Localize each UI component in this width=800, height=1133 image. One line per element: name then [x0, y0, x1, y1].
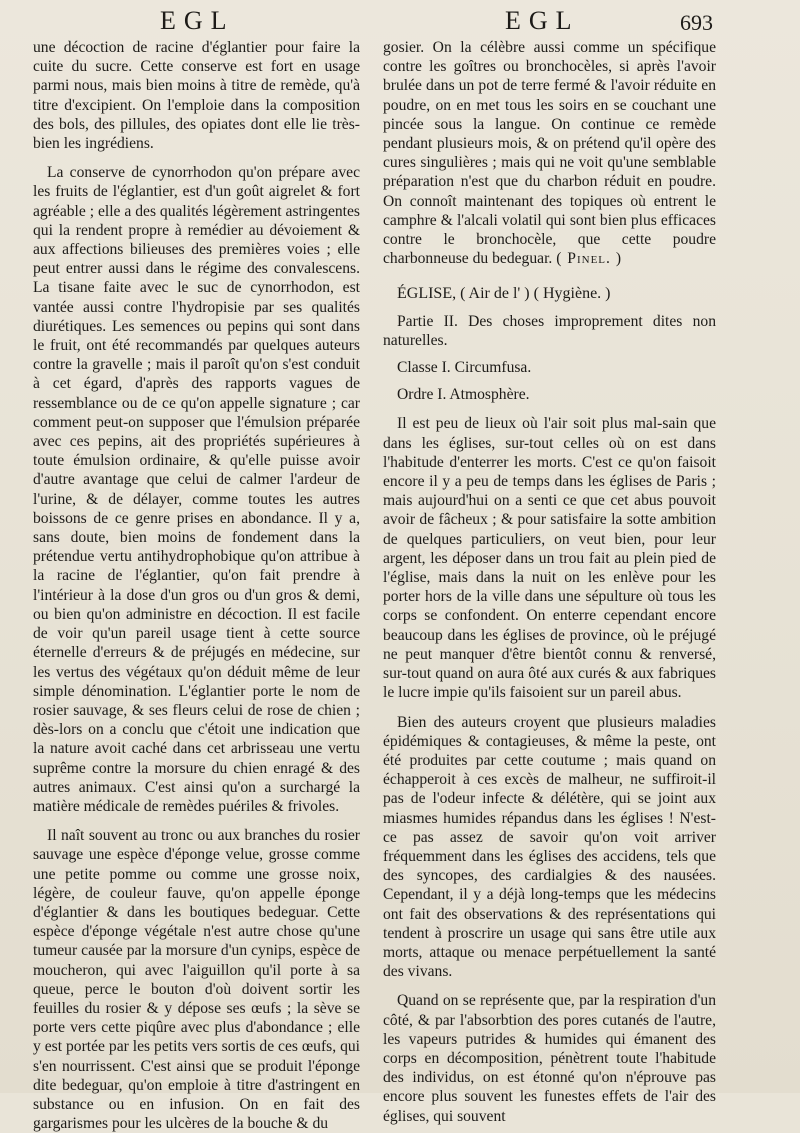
left-paragraph-2: La conserve de cynorrhodon qu'on prépare avec les fruits de l'églantier, est d'un goût aigrelet & fort agréable ; elle a des qualités légèrement astringentes qui la rendent propre à remédier au dévoiement & aux affections bilieuses des premières voies ; elle peut entrer aussi dans le régime des convalescens. La tisane faite avec le suc de cynorrhodon, est vantée aussi contre l'hydropisie par ses qualités diurétiques. Les semences ou pepins qui sont dans le fruit, ont été recommandés par quelques auteurs contre la gravelle ; mais il paroît qu'on s'est conduit à cet égard, d'après des rapports vagues de ressemblance ou de ce qu'on appelle signature ; car comment peut-on supposer que l'émulsion préparée avec ces pepins, ait des propriétés supérieures à toute émulsion ordinaire, & qu'elle puisse avoir d'autre avantage que celui de calmer l'ardeur de l'urine, & de délayer, comme toutes les autres boissons de ce genre prises en abondance. Il y a, sans doute, bien moins de fondement dans la prétendue vertu antihydrophobique qu'on attribue à la racine de l'églantier, qu'on fait prendre à l'intérieur à la dose d'un gros ou d'un gros & demi, ou bien qu'on administre en décoction. Il est facile de voir qu'un pareil usage tient à cette source éternelle d'erreurs & de préjugés en médecine, sur les vertus des végétaux qu'on déduit même de leur simple dénomination. L'églantier porte le nom de rosier sauvage, & ses fleurs celui de rose de chien ; dès-lors on a conclu que c'étoit une indication que la nature avoit caché dans cet arbrisseau une vertu suprême contre la morsure du chien enragé & des autres animaux. C'est ainsi qu'on a surchargé la matière médicale de remèdes puériles & frivoles. [33, 164, 360, 815]
left-paragraph-3: Il naît souvent au tronc ou aux branches du rosier sauvage une espèce d'éponge velue, grosse comme une petite pomme ou comme une grosse noix, légère, de couleur fauve, qu'on appelle éponge d'églantier & dans les boutiques bedeguar. Cette espèce d'éponge végétale n'est autre chose qu'une tumeur causée par la morsure d'un cynips, espèce de moucheron, qui avec l'aiguillon qu'il porte à sa queue, perce le bouton d'où doivent sortir les feuilles du rosier & y dépose ses œufs ; la sève se porte vers cette piqûre avec plus d'abondance ; elle y est portée par les petits vers sortis de ces œufs, qui s'en nourrissent. C'est ainsi que se produit l'éponge dite bedeguar, qu'on emploie à titre d'astringent en substance ou en infusion. On en fait des gargarismes pour les ulcères de la bouche & du [33, 827, 360, 1133]
left-column [33, 38, 360, 1133]
right-paragraph-4: Quand on se représente que, par la respiration d'un côté, & par l'absorbtion des pores cutanés de l'autre, les vapeurs putrides & humides qui émanent des corps en décomposition, pénètrent toute l'habitude des individus, on est étonné qu'on n'éprouve pas encore plus souvent les funestes effets de l'air des églises, qui souvent [383, 992, 716, 1125]
running-head-left: EGL [160, 6, 235, 35]
right-column [383, 38, 716, 1126]
left-paragraph-1: une décoction de racine d'églantier pour faire la cuite du sucre. Cette conserve est fort en usage parmi nous, mais bien moins à titre de remède, qu'à titre d'excipient. On l'emploie dans la composition des bols, des pillules, des opiates dont elle lie très-bien les ingrédiens. [33, 39, 360, 153]
section-ordre: Ordre I. Atmosphère. [397, 386, 530, 404]
section-classe: Classe I. Circumfusa. [397, 359, 532, 377]
right-paragraph-1-text: gosier. On la célèbre aussi comme un spécifique contre les goîtres ou bronchocèles, si après l'avoir brulée dans un pot de terre fermé & l'avoir réduite en poudre, on en met tous les soirs en se couchant une pincée sous la langue. On continue ce remède pendant plusieurs mois, & on prétend qu'il opère des cures singulières ; mais qui ne voit qu'une semblable préparation n'est que du charbon réduit en poudre. On connoît maintenant des topiques où entrent le camphre & l'alcali volatil qui sont bien plus efficaces contre le bronchocèle, que cette poudre charbonneuse du bedeguar. [383, 39, 716, 268]
right-paragraph-3: Bien des auteurs croyent que plusieurs maladies épidémiques & contagieuses, & même la peste, ont été produites par cette coutume ; mais quand on échapperoit à ces excès de malheur, ne suffiroit-il pas de l'odeur infecte & délétère, qui se joint aux miasmes humides répandus dans les églises ! N'est-ce pas assez de savoir qu'on voit arriver fréquemment dans les églises des accidens, tels que des syncopes, des cardialgies & des nausées. Cependant, il y a déjà long-temps que les médecins ont fait des observations & des représentations qui tendent à proscrire un usage qui sans être utile aux morts, attaque ou menace perpétuellement la santé des vivans. [383, 713, 716, 981]
right-paragraph-1 [383, 38, 716, 268]
page-number: 693 [680, 10, 713, 35]
running-header [0, 6, 800, 36]
author-signature: ( Pinel. ) [556, 250, 623, 268]
section-partie: Partie II. Des choses improprement dites non naturelles. [383, 312, 716, 349]
article-title: ÉGLISE, ( Air de l' ) ( Hygiène. ) [397, 285, 611, 303]
running-head-center: EGL [505, 6, 580, 35]
right-paragraph-2: Il est peu de lieux où l'air soit plus mal-sain que dans les églises, sur-tout celles où on est dans l'habitude d'enterrer les morts. C'est ce qu'on faisoit encore il y a peu de temps dans les églises de Paris ; mais aujourd'hui on a senti ce que cet abus pouvoit avoir de fâcheux ; & pour satisfaire la sotte ambition de quelques particuliers, on veut bien, pour leur argent, les déposer dans un trou fait au plein pied de l'église, mais dans la nuit on les enlève pour les porter hors de la ville dans une sépulture où tous les corps se confondent. On enterre cependant encore beaucoup dans les églises de province, où le préjugé ne peut manquer d'être bientôt connu & renversé, sur-tout quand on aura ôté aux curés & aux fabriques le lucre impie qu'ils faisoient sur un pareil abus. [383, 415, 716, 702]
